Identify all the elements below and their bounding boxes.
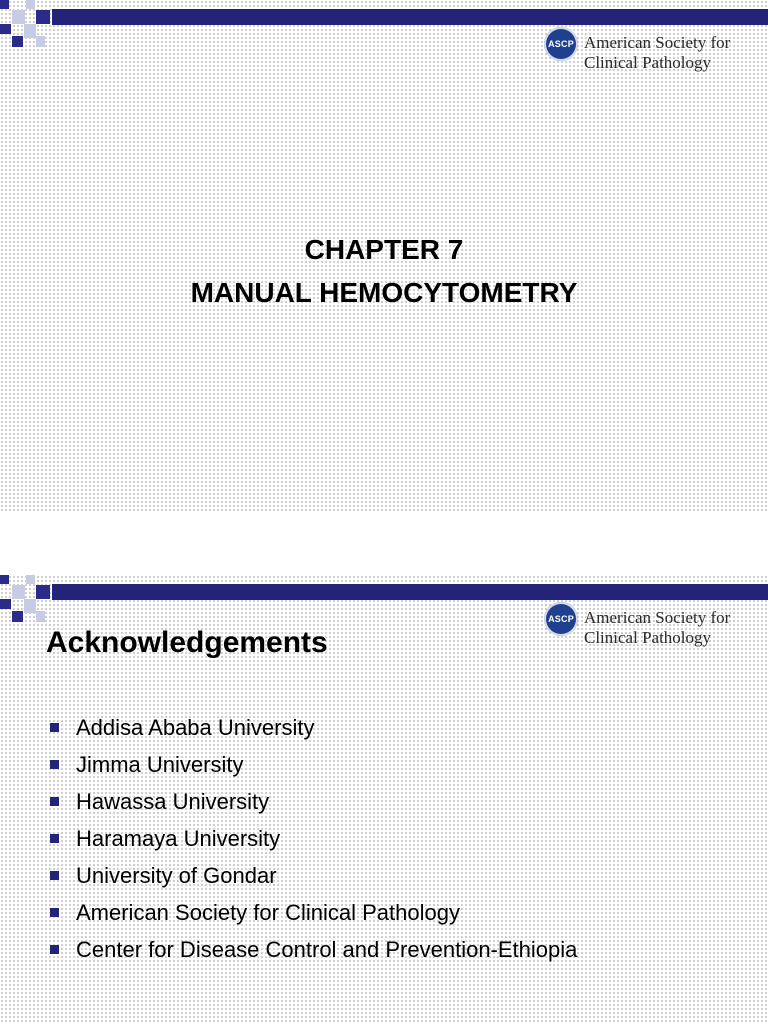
ascp-seal-icon: ASCP <box>544 27 578 61</box>
top-accent-bar <box>52 9 768 25</box>
slide-acknowledgements <box>0 575 768 1024</box>
logo-wordmark <box>584 608 764 648</box>
list-item-text: University of Gondar <box>76 863 277 888</box>
ascp-seal-icon: ASCP <box>544 602 578 636</box>
list-item-text: Hawassa University <box>76 789 270 814</box>
list-item-text: Addisa Ababa University <box>76 715 315 740</box>
acknowledgements-heading: Acknowledgements <box>46 626 328 659</box>
square-bullet-icon <box>50 723 59 732</box>
corner-squares-decoration <box>0 575 60 627</box>
logo-wordmark <box>584 33 764 73</box>
logo-line-1: American Society for <box>584 608 731 627</box>
list-item-text: Jimma University <box>76 752 244 777</box>
corner-squares-decoration <box>0 0 60 52</box>
list-item-text: American Society for Clinical Pathology <box>76 900 460 925</box>
ascp-logo <box>544 602 764 658</box>
square-bullet-icon <box>50 871 59 880</box>
top-accent-bar <box>52 584 768 600</box>
logo-line-2: Clinical Pathology <box>584 628 712 647</box>
square-bullet-icon <box>50 945 59 954</box>
square-bullet-icon <box>50 834 59 843</box>
slide-title-text <box>0 228 768 314</box>
square-bullet-icon <box>50 760 59 769</box>
list-item-text: Center for Disease Control and Prevention-Ethiopia <box>76 937 578 962</box>
logo-line-2: Clinical Pathology <box>584 53 712 72</box>
chapter-title: CHAPTER 7 <box>304 234 464 265</box>
logo-line-1: American Society for <box>584 33 731 52</box>
ascp-logo <box>544 27 764 83</box>
list-item-text: Haramaya University <box>76 826 281 851</box>
chapter-subtitle: MANUAL HEMOCYTOMETRY <box>190 277 578 308</box>
square-bullet-icon <box>50 908 59 917</box>
square-bullet-icon <box>50 797 59 806</box>
